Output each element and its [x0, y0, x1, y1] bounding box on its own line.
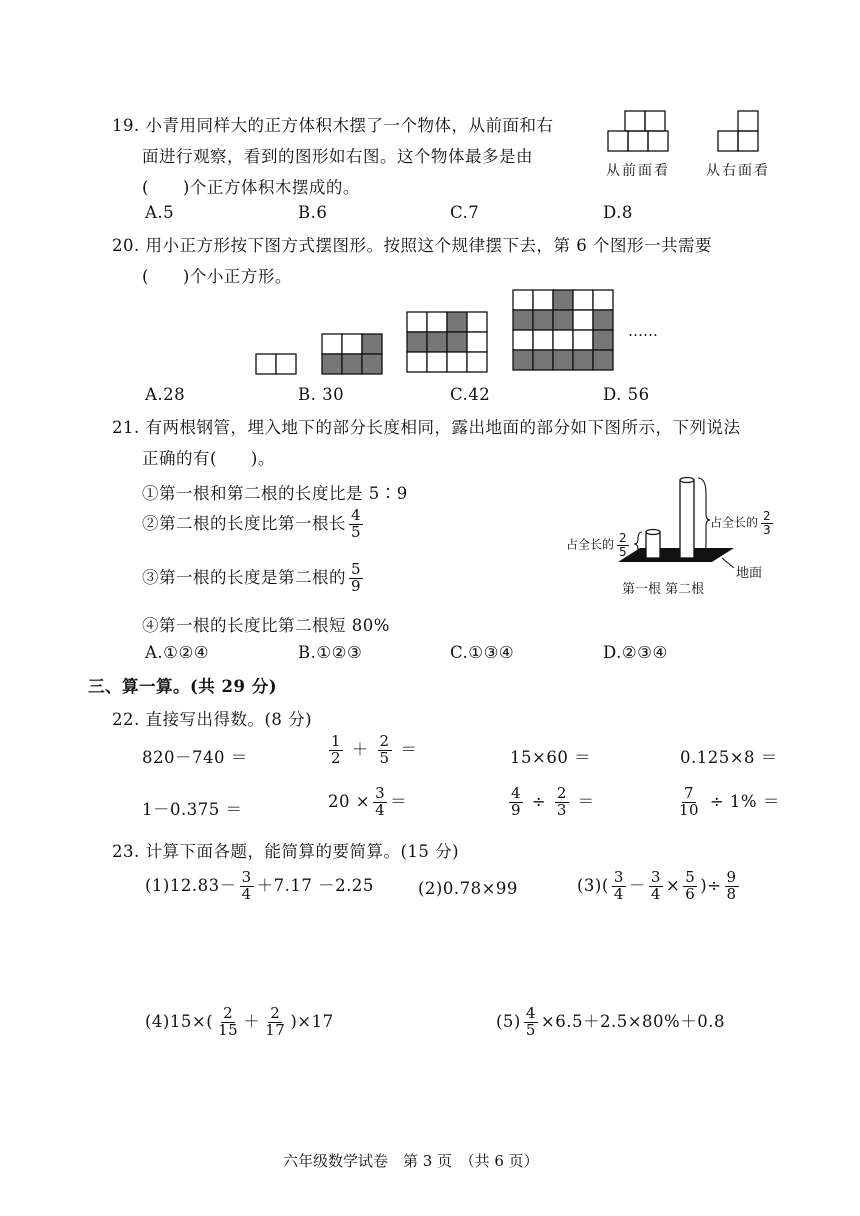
numerator: 5	[685, 868, 696, 886]
expression-suffix: ×6.5＋2.5×80%＋0.8	[540, 1011, 725, 1031]
fraction	[725, 870, 739, 903]
q23-problem-3	[577, 870, 742, 903]
denominator: 10	[679, 800, 700, 819]
pattern-figure-3	[407, 312, 489, 376]
q19-line2: 面进行观察，看到的图形如右图。这个物体最多是由	[142, 147, 533, 166]
denominator: 9	[351, 576, 362, 595]
q23-problem-2: (2)0.78×99	[418, 879, 518, 898]
q21-statement-1: ①第一根和第二根的长度比是 5∶9	[142, 484, 408, 503]
operator: )÷	[700, 875, 722, 895]
right-view-caption: 从右面看	[706, 163, 770, 179]
pattern-ellipsis: ……	[628, 322, 658, 340]
expression-suffix: )×17	[290, 1011, 334, 1031]
numerator: 3	[613, 868, 624, 886]
q21-line2: 正确的有( )。	[142, 449, 275, 468]
pattern-figure-2	[322, 334, 384, 376]
operator: ＋	[351, 739, 369, 759]
fraction	[677, 786, 701, 819]
numerator: 5	[351, 560, 362, 578]
denominator: 17	[265, 1020, 286, 1039]
numerator: 4	[525, 1004, 536, 1022]
q21-line1: 21. 有两根钢管，埋入地下的部分长度相同，露出地面的部分如下图所示，下列说法	[112, 418, 741, 437]
fraction	[524, 1006, 538, 1039]
q20-option-b: B. 30	[298, 385, 345, 404]
numerator: 9	[726, 868, 737, 886]
fraction	[555, 786, 569, 819]
q23-title: 23. 计算下面各题，能简算的要简算。(15 分)	[112, 842, 460, 861]
fig-label-left-text: 占全长的	[566, 537, 615, 552]
fraction	[617, 532, 629, 558]
pattern-figure-4	[513, 290, 615, 376]
q22-title: 22. 直接写出得数。(8 分)	[112, 710, 313, 729]
numerator: 2	[379, 732, 390, 750]
denominator: 5	[619, 544, 627, 559]
numerator: 4	[511, 784, 522, 802]
fraction	[349, 562, 363, 595]
q22-item-a3: 15×60 ＝	[510, 748, 592, 767]
front-view-caption: 从前面看	[606, 163, 670, 179]
fraction	[263, 1006, 287, 1039]
q20-line1: 20. 用小正方形按下图方式摆图形。按照这个规律摆下去，第 6 个图形一共需要	[112, 236, 712, 255]
fig-label-right-text: 占全长的	[710, 515, 759, 530]
operator: ＋	[243, 1011, 261, 1031]
q22-item-a4: 0.125×8 ＝	[680, 748, 778, 767]
q21-statement-3-text: ③第一根的长度是第二根的	[142, 567, 346, 587]
q21-option-a: A.①②④	[145, 643, 210, 662]
q22-item-a2	[326, 734, 417, 767]
q23-problem-1	[145, 870, 374, 903]
numerator: 3	[375, 784, 386, 802]
pipe-2	[680, 480, 694, 558]
numerator: 2	[270, 1004, 281, 1022]
numerator: 4	[351, 506, 362, 524]
q22-item-b3	[506, 786, 595, 819]
ground-label: 地面	[736, 566, 763, 581]
denominator: 4	[613, 884, 624, 903]
numerator: 3	[241, 868, 252, 886]
right-view-figure	[718, 110, 768, 154]
operator: ×	[665, 875, 681, 895]
q21-option-b: B.①②③	[298, 643, 363, 662]
pipe-1	[646, 532, 660, 558]
q21-statement-2-text: ②第二根的长度比第一根长	[142, 513, 346, 533]
operator: ÷	[531, 791, 547, 811]
fraction	[216, 1006, 240, 1039]
denominator: 15	[218, 1020, 239, 1039]
denominator: 3	[763, 522, 771, 537]
q23-problem-5	[496, 1006, 725, 1039]
section-3-heading: 三、算一算。(共 29 分)	[88, 677, 278, 696]
q22-item-b1: 1－0.375 ＝	[142, 800, 243, 819]
denominator: 3	[556, 800, 567, 819]
equals: ＝	[577, 791, 595, 811]
numerator: 2	[619, 531, 627, 545]
expression-prefix: (4)15×(	[145, 1011, 214, 1031]
q19-option-c: C.7	[450, 203, 480, 222]
denominator: 9	[511, 800, 522, 819]
numerator: 1	[331, 732, 342, 750]
denominator: 4	[375, 800, 386, 819]
numerator: 7	[684, 784, 695, 802]
q19-line1: 19. 小青用同样大的正方体积木摆了一个物体，从前面和右	[112, 116, 554, 135]
pipe-labels: 第一根 第二根	[622, 582, 705, 597]
pattern-figure-1	[256, 354, 298, 376]
q19-option-a: A.5	[145, 203, 175, 222]
operator: －	[628, 875, 646, 895]
q19-option-d: D.8	[603, 203, 633, 222]
equals: ＝	[390, 791, 408, 811]
denominator: 5	[379, 748, 390, 767]
fig-label-left	[566, 532, 632, 558]
q21-statement-3	[142, 562, 366, 595]
q21-option-c: C.①③④	[450, 643, 515, 662]
q21-statement-2	[142, 508, 366, 541]
q20-option-c: C.42	[450, 385, 491, 404]
q22-item-b4	[674, 786, 780, 819]
q20-option-d: D. 56	[603, 385, 650, 404]
right-brace	[698, 478, 710, 558]
ground-plane	[618, 544, 734, 562]
denominator: 6	[685, 884, 696, 903]
fraction	[683, 870, 697, 903]
page-footer: 六年级数学试卷 第 3 页 （共 6 页）	[283, 1152, 539, 1170]
expression-suffix: ＋7.17 －2.25	[256, 875, 374, 895]
fraction	[349, 508, 363, 541]
fraction	[509, 786, 523, 819]
equals: ＝	[400, 739, 418, 759]
q20-line2: ( )个小正方形。	[142, 267, 292, 286]
numerator: 2	[763, 509, 771, 523]
expression-prefix: 20 ×	[328, 791, 371, 811]
fraction	[373, 786, 387, 819]
fraction	[329, 734, 343, 767]
denominator: 2	[331, 748, 342, 767]
q22-item-b2	[328, 786, 407, 819]
q19-option-b: B.6	[298, 203, 328, 222]
fig-label-right	[710, 510, 776, 536]
fraction	[240, 870, 254, 903]
q22-item-a1: 820－740 ＝	[142, 748, 248, 767]
expression-prefix: (1)12.83－	[145, 875, 237, 895]
expression-prefix: (3)(	[577, 875, 609, 895]
expression-suffix: ÷ 1% ＝	[709, 791, 780, 811]
denominator: 5	[351, 522, 362, 541]
q21-option-d: D.②③④	[603, 643, 668, 662]
q23-problem-4	[145, 1006, 334, 1039]
numerator: 2	[556, 784, 567, 802]
front-view-figure	[608, 110, 678, 154]
expression-prefix: (5)	[496, 1011, 521, 1031]
denominator: 4	[650, 884, 661, 903]
numerator: 3	[650, 868, 661, 886]
denominator: 5	[525, 1020, 536, 1039]
denominator: 8	[726, 884, 737, 903]
q21-statement-4: ④第一根的长度比第二根短 80%	[142, 616, 390, 635]
fraction	[378, 734, 392, 767]
q20-option-a: A.28	[145, 385, 186, 404]
fraction	[612, 870, 626, 903]
numerator: 2	[223, 1004, 234, 1022]
denominator: 4	[241, 884, 252, 903]
q19-line3: ( )个正方体积木摆成的。	[142, 178, 360, 197]
fraction	[761, 510, 773, 536]
fraction	[649, 870, 663, 903]
